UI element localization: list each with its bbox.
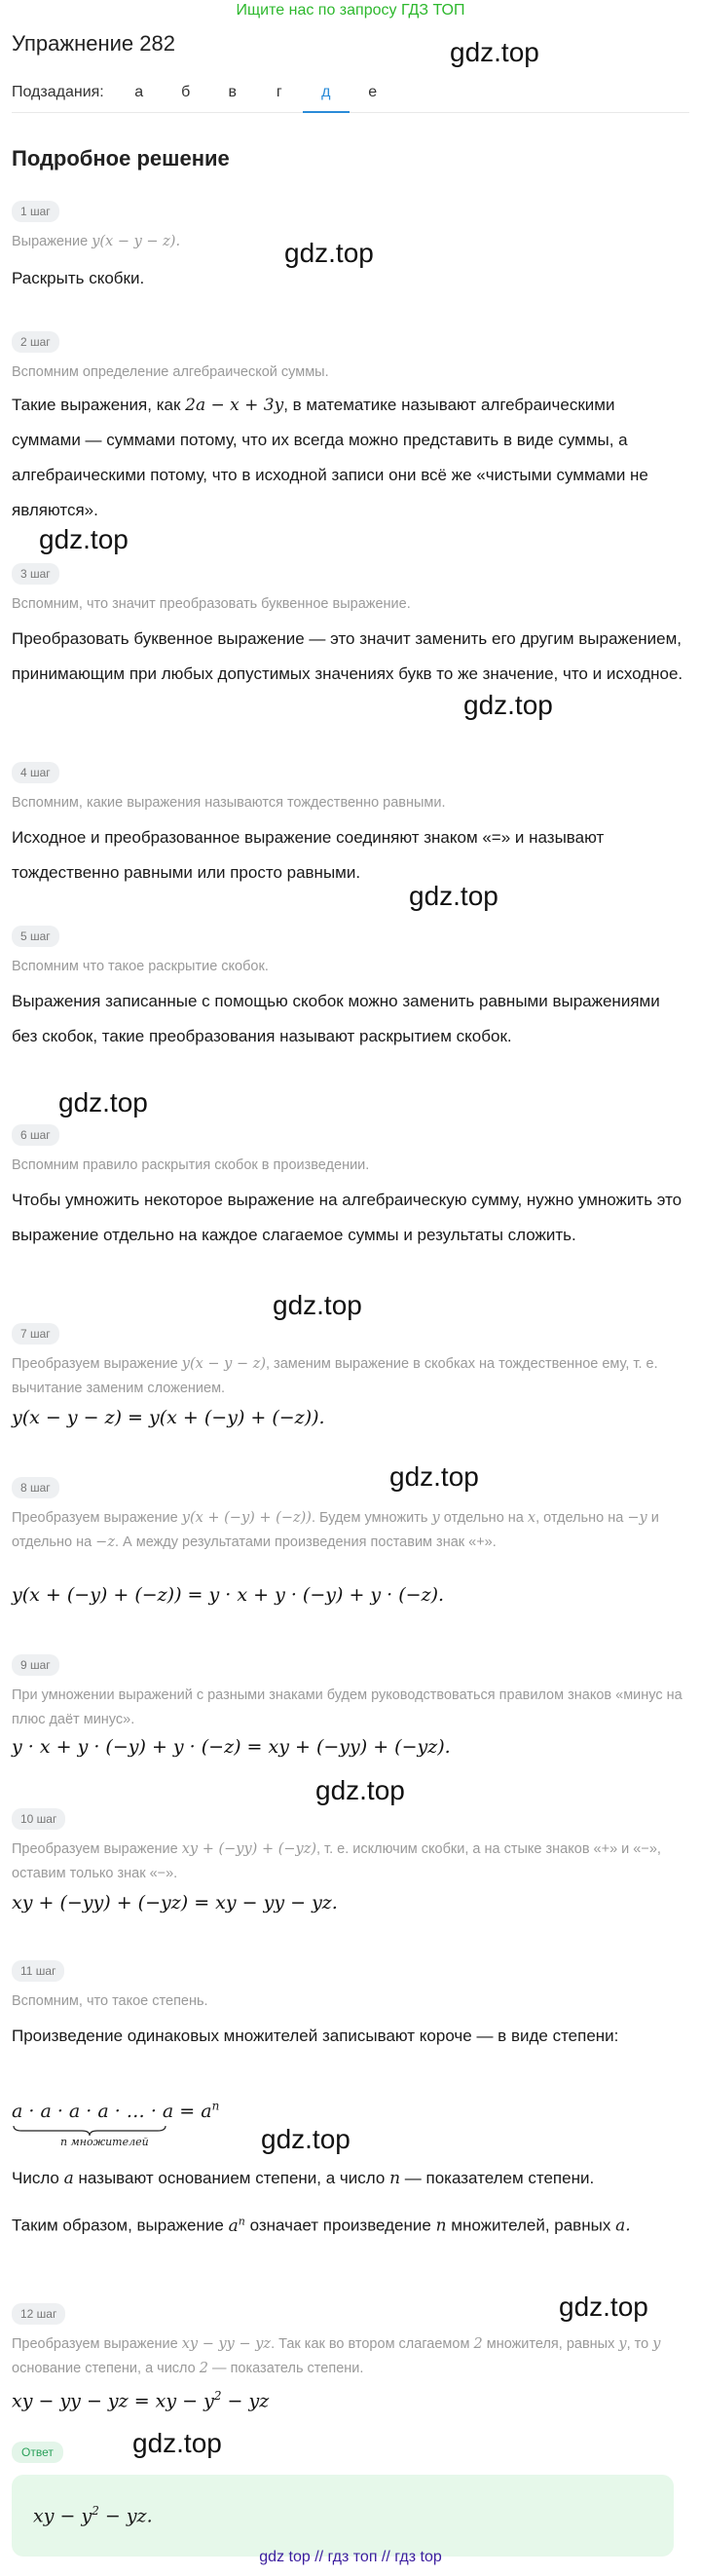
watermark: gdz.top xyxy=(284,238,374,268)
hint-text: . Будем умножить xyxy=(311,1510,428,1526)
math-expression: −z xyxy=(95,1534,115,1550)
step-hint: Вспомним, что значит преобразовать буквенное выражение. xyxy=(12,596,411,612)
step-badge: 11 шаг xyxy=(12,1960,64,1982)
step-hint xyxy=(12,2332,683,2381)
text-part: Такие выражения, как xyxy=(12,396,181,414)
watermark: gdz.top xyxy=(261,2124,350,2154)
hint-text: , отдельно на xyxy=(535,1510,624,1526)
step-hint: При умножении выражений с разными знаками будем руководствоваться правилом знаков «минус на плюс даёт минус». xyxy=(12,1687,683,1727)
exponent: 2 xyxy=(213,2389,222,2403)
exercise-title: Упражнение 282 xyxy=(12,31,175,56)
step-badge: 1 шаг xyxy=(12,201,59,222)
solution-title: Подробное решение xyxy=(12,146,230,170)
hint-text: — показатель степени. xyxy=(212,2361,364,2376)
step-hint: Вспомним правило раскрытия скобок в произведении. xyxy=(12,1157,370,1173)
hint-text: , то xyxy=(626,2336,649,2352)
step-badge: 9 шаг xyxy=(12,1654,59,1676)
step-hint xyxy=(12,230,683,254)
subtask-tab-b[interactable]: б xyxy=(181,84,191,100)
formula: y(x − y − z) = y(x + (−y) + (−z)). xyxy=(12,1407,325,1428)
hint-text: Выражение xyxy=(12,234,89,249)
math-expression: y xyxy=(431,1510,440,1526)
math-expression: y xyxy=(618,2336,627,2352)
step-text xyxy=(12,2161,683,2196)
math-expression xyxy=(229,2216,245,2236)
step-badge: 5 шаг xyxy=(12,926,59,947)
step-badge: 3 шаг xyxy=(12,563,59,585)
step-hint xyxy=(12,1352,683,1401)
step-hint: Вспомним, что такое степень. xyxy=(12,1993,208,2009)
math-expression: y(x − y − z) xyxy=(181,1356,266,1372)
power-definition xyxy=(12,2100,265,2152)
hint-text: . А между результатами произведения поставим знак «+». xyxy=(114,1534,497,1550)
step-badge: 7 шаг xyxy=(12,1323,59,1345)
hint-text: . Так как во втором слагаемом xyxy=(271,2336,470,2352)
math-expression: n xyxy=(389,2169,401,2188)
math-expression: y(x − y − z). xyxy=(92,234,181,249)
subtasks-nav xyxy=(12,82,689,113)
step-hint: Вспомним определение алгебраической суммы. xyxy=(12,364,329,380)
math-expression: xy + (−yy) + (−yz) xyxy=(181,1841,316,1857)
text-part: Число xyxy=(12,2169,59,2187)
text-part: Таким образом, выражение xyxy=(12,2216,224,2235)
math-expression: y xyxy=(652,2336,661,2352)
exponent: n xyxy=(238,2215,245,2227)
step-badge: 4 шаг xyxy=(12,762,59,783)
step-text: Преобразовать буквенное выражение — это значит заменить его другим выражением, принимающим при любых допустимых значениях букв то же значение, что и исходное. xyxy=(12,629,683,683)
exponent: 2 xyxy=(92,2504,99,2518)
subtask-tab-a[interactable]: а xyxy=(134,84,144,100)
answer-formula xyxy=(33,2504,153,2526)
subtask-tab-v[interactable]: в xyxy=(228,84,237,100)
hint-text: отдельно на xyxy=(443,1510,524,1526)
hint-text: , заменим выражение в скобках на тождественное ему, т. е. вычитание заменим сложением. xyxy=(12,1356,658,1396)
math-expression: y(x + (−y) + (−z)) xyxy=(181,1510,312,1526)
watermark: gdz.top xyxy=(389,1461,479,1492)
watermark: gdz.top xyxy=(450,37,539,67)
formula-part: xy − y xyxy=(33,2505,92,2527)
subtask-tab-e[interactable]: е xyxy=(368,84,378,100)
step-text: Произведение одинаковых множителей записывают короче — в виде степени: xyxy=(12,2027,619,2045)
text-part: называют основанием степени, а число xyxy=(78,2169,386,2187)
formula-part: a · a · a · a · … · a = a xyxy=(12,2101,212,2123)
watermark: gdz.top xyxy=(273,1290,362,1320)
exponent: n xyxy=(211,2100,220,2113)
formula: y(x + (−y) + (−z)) = y · x + y · (−y) + y · (−z). xyxy=(12,1584,445,1606)
watermark: gdz.top xyxy=(315,1775,405,1805)
math-expression: a xyxy=(63,2169,74,2188)
math-expression: xy − yy − yz xyxy=(181,2336,272,2352)
step-text: Раскрыть скобки. xyxy=(12,269,145,287)
step-text xyxy=(12,388,683,528)
math-expression: 2 xyxy=(473,2336,483,2352)
answer-badge: Ответ xyxy=(12,2442,63,2463)
step-badge: 10 шаг xyxy=(12,1808,65,1830)
step-hint xyxy=(12,1506,683,1555)
subtasks-label: Подзадания: xyxy=(12,84,104,100)
subtask-tab-g[interactable]: г xyxy=(276,84,282,100)
hint-text: Преобразуем выражение xyxy=(12,1841,178,1857)
step-text xyxy=(12,2204,683,2244)
formula-part: xy − yy − yz = xy − y xyxy=(12,2390,214,2412)
step-badge: 8 шаг xyxy=(12,1477,59,1498)
hint-text: множителя, равных xyxy=(486,2336,615,2352)
math-expression: −y xyxy=(627,1510,647,1526)
step-badge: 12 шаг xyxy=(12,2303,65,2325)
product-formula xyxy=(12,2101,219,2122)
watermark: gdz.top xyxy=(559,2292,648,2322)
watermark: gdz.top xyxy=(463,690,553,720)
search-banner[interactable]: Ищите нас по запросу ГДЗ ТОП xyxy=(236,2,465,19)
formula-part: − yz xyxy=(221,2390,270,2412)
math-expression: x xyxy=(527,1510,536,1526)
answer-box xyxy=(12,2475,674,2557)
hint-text: Преобразуем выражение xyxy=(12,1510,178,1526)
text-part: множителей, равных xyxy=(451,2216,611,2235)
text-part: означает произведение xyxy=(249,2216,431,2235)
math-expression: a. xyxy=(615,2216,631,2236)
watermark: gdz.top xyxy=(58,1087,148,1118)
step-hint: Вспомним что такое раскрытие скобок. xyxy=(12,959,269,974)
step-hint xyxy=(12,1837,683,1886)
watermark: gdz.top xyxy=(39,524,129,554)
formula: y · x + y · (−y) + y · (−z) = xy + (−yy) + (−yz). xyxy=(12,1736,451,1758)
step-text: Выражения записанные с помощью скобок можно заменить равными выражениями без скобок, такие преобразования называют раскрытием скобок. xyxy=(12,992,660,1045)
step-text: Чтобы умножить некоторое выражение на алгебраическую сумму, нужно умножить это выражение отдельно на каждое слагаемое суммы и результаты сложить. xyxy=(12,1191,683,1244)
hint-text: и отдельно на xyxy=(12,1510,659,1550)
step-badge: 2 шаг xyxy=(12,331,59,353)
text-part: — показателем степени. xyxy=(404,2169,595,2187)
formula-part: − yz. xyxy=(98,2505,153,2527)
hint-text: Преобразуем выражение xyxy=(12,1356,178,1372)
math-expression: 2a − x + 3y xyxy=(185,396,284,415)
math-expression: 2 xyxy=(199,2361,209,2376)
formula-part: a xyxy=(228,2216,239,2236)
step-text: Исходное и преобразованное выражение соединяют знаком «=» и называют тождественно равными или просто равными. xyxy=(12,828,605,882)
hint-text: основание степени, а число xyxy=(12,2361,196,2376)
math-expression: n xyxy=(435,2216,447,2236)
formula xyxy=(12,2389,269,2411)
formula: xy + (−yy) + (−yz) = xy − yy − yz. xyxy=(12,1892,338,1913)
step-badge: 6 шаг xyxy=(12,1124,59,1146)
watermark: gdz.top xyxy=(409,881,498,911)
footer-links[interactable]: gdz top // гдз топ // гдз top xyxy=(259,2549,442,2565)
subtask-tab-d[interactable]: д xyxy=(303,82,350,113)
underbrace-label: n множителей xyxy=(60,2136,149,2148)
hint-text: Преобразуем выражение xyxy=(12,2336,178,2352)
hint-text: , т. е. исключим скобки, а на стыке знаков «+» и «−», оставим только знак «−». xyxy=(12,1841,661,1881)
watermark: gdz.top xyxy=(132,2428,222,2458)
text-part: , в математике называют алгебраическими суммами — суммами потому, что их всегда можно представить в виде суммы, а алгебраическими потому, что в исходной записи они всё же «чистыми суммами не являются». xyxy=(12,396,648,519)
step-hint: Вспомним, какие выражения называются тождественно равными. xyxy=(12,795,446,811)
